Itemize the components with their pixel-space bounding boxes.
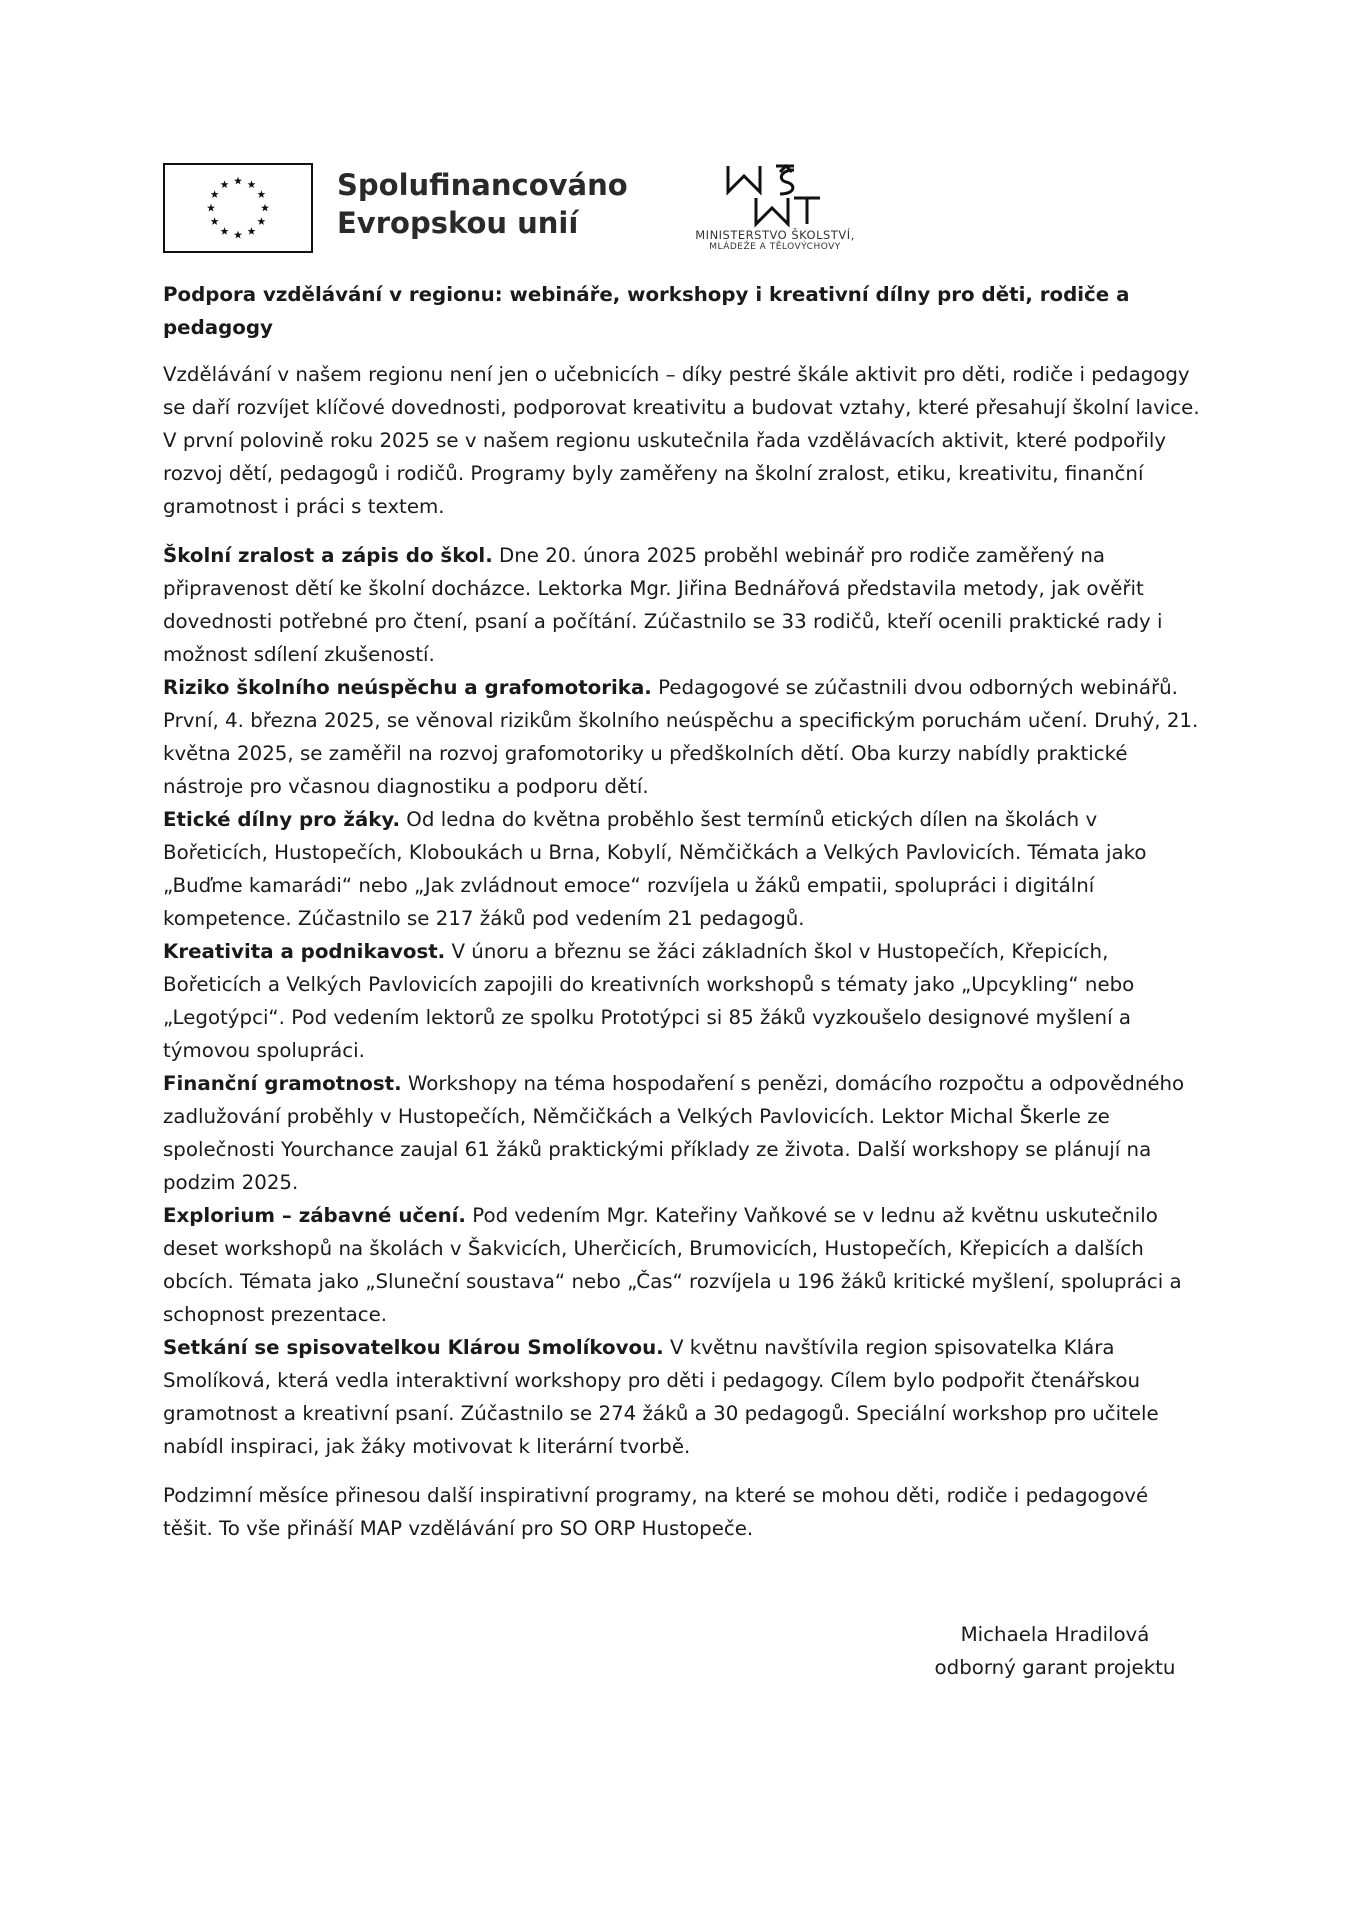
intro-paragraph-2: V první polovině roku 2025 se v našem regionu uskutečnila řada vzdělávacích aktivit, které podpořily rozvoj dětí, pedagogů i rodičů. Programy byly zaměřeny na školní zralost, etiku, kreativitu, finanční gramotnost i práci s textem. [163,429,1167,518]
intro-paragraph-1: Vzdělávání v našem regionu není jen o učebnicích – díky pestré škále aktivit pro děti, rodiče i pedagogy se daří rozvíjet klíčové dovednosti, podporovat kreativitu a budovat vztahy, které přesahují školní lavice. [163,363,1200,419]
eu-star-icon [221,227,229,235]
closing-paragraph: Podzimní měsíce přinesou další inspirativní programy, na které se mohou děti, rodiče i pedagogové těšit. To vše přináší MAP vzdělávání pro SO ORP Hustopeče. [163,1484,1149,1540]
eu-star-icon [257,217,265,225]
section-writer-meeting [163,1331,1203,1463]
eu-flag-icon [163,163,313,253]
eu-star-icon [211,217,219,225]
section-financial-literacy [163,1067,1203,1199]
signature-block [920,1618,1190,1684]
section-creativity [163,935,1203,1067]
section-ethics-workshops [163,803,1203,935]
eu-label-line1: Spolufinancováno [337,168,628,202]
section-heading: Etické dílny pro žáky. [163,808,400,831]
section-heading: Setkání se spisovatelkou Klárou Smolíkovou. [163,1336,664,1359]
signature-role: odborný garant projektu [934,1656,1176,1679]
eu-star-icon [234,231,242,239]
section-heading: Explorium – zábavné učení. [163,1204,466,1227]
msmt-monogram-icon [720,162,830,228]
article-body [163,278,1203,1545]
eu-star-icon [221,180,229,188]
signature-name: Michaela Hradilová [960,1623,1150,1646]
section-text: Pod vedením Mgr. Kateřiny Vaňkové se v lednu až květnu uskutečnilo deset workshopů na školách v Šakvicích, Uherčicích, Brumovicích, Hustopečích, Křepicích a dalších obcích. Témata jako „Sluneční soustava“ nebo „Čas“ rozvíjela u 196 žáků kritické myšlení, spolupráci a schopnost prezentace. [163,1204,1182,1326]
section-text: Workshopy na téma hospodaření s penězi, domácího rozpočtu a odpovědného zadlužování proběhly v Hustopečích, Němčičkách a Velkých Pavlovicích. Lektor Michal Škerle ze společnosti Yourchance zaujal 61 žáků praktickými příklady ze života. Další workshopy se plánují na podzim 2025. [163,1072,1185,1194]
eu-star-icon [234,177,242,185]
eu-cofinanced-label [337,166,628,242]
eu-star-icon [257,190,265,198]
msmt-logo-icon [670,162,880,254]
section-text: Dne 20. února 2025 proběhl webinář pro rodiče zaměřený na připravenost dětí ke školní docházce. Lektorka Mgr. Jiřina Bednářová představila metody, jak ověřit dovednosti potřebné pro čtení, psaní a počítání. Zúčastnilo se 33 rodičů, kteří ocenili praktické rady i možnost sdílení zkušeností. [163,544,1163,666]
section-heading: Školní zralost a zápis do škol. [163,544,493,567]
eu-star-icon [248,180,256,188]
eu-label-line2: Evropskou unií [337,206,579,240]
article-title: Podpora vzdělávání v regionu: webináře, workshopy i kreativní dílny pro děti, rodiče a pedagogy [163,283,1130,339]
section-text: V květnu navštívila region spisovatelka Klára Smolíková, která vedla interaktivní workshopy pro děti i pedagogy. Cílem bylo podpořit čtenářskou gramotnost a kreativní psaní. Zúčastnilo se 274 žáků a 30 pedagogů. Speciální workshop pro učitele nabídl inspiraci, jak žáky motivovat k literární tvorbě. [163,1336,1159,1458]
section-text: Od ledna do května proběhlo šest termínů etických dílen na školách v Bořeticích, Hustopečích, Kloboukách u Brna, Kobylí, Němčičkách a Velkých Pavlovicích. Témata jako „Buďme kamarádi“ nebo „Jak zvládnout emoce“ rozvíjela u žáků empatii, spolupráci i digitální kompetence. Zúčastnilo se 217 žáků pod vedením 21 pedagogů. [163,808,1147,930]
msmt-label-line1: MINISTERSTVO ŠKOLSTVÍ, [695,228,855,242]
msmt-label-line2: MLÁDEŽE A TĚLOVÝCHOVY [709,242,841,252]
section-heading: Kreativita a podnikavost. [163,940,446,963]
section-school-failure [163,671,1203,803]
section-school-readiness [163,539,1203,671]
eu-star-icon [248,227,256,235]
eu-star-icon [261,204,269,212]
section-heading: Riziko školního neúspěchu a grafomotorika. [163,676,652,699]
eu-star-icon [211,190,219,198]
section-text: Pedagogové se zúčastnili dvou odborných webinářů. První, 4. března 2025, se věnoval rizikům školního neúspěchu a specifickým poruchám učení. Druhý, 21. května 2025, se zaměřil na rozvoj grafomotoriky u předškolních dětí. Oba kurzy nabídly praktické nástroje pro včasnou diagnostiku a podporu dětí. [163,676,1199,798]
section-text: V únoru a březnu se žáci základních škol v Hustopečích, Křepicích, Bořeticích a Velkých Pavlovicích zapojili do kreativních workshopů s tématy jako „Upcykling“ nebo „Legotýpci“. Pod vedením lektorů ze spolku Prototýpci si 85 žáků vyzkoušelo designové myšlení a týmovou spolupráci. [163,940,1135,1062]
section-heading: Finanční gramotnost. [163,1072,402,1095]
eu-star-icon [207,204,215,212]
section-explorium [163,1199,1203,1331]
